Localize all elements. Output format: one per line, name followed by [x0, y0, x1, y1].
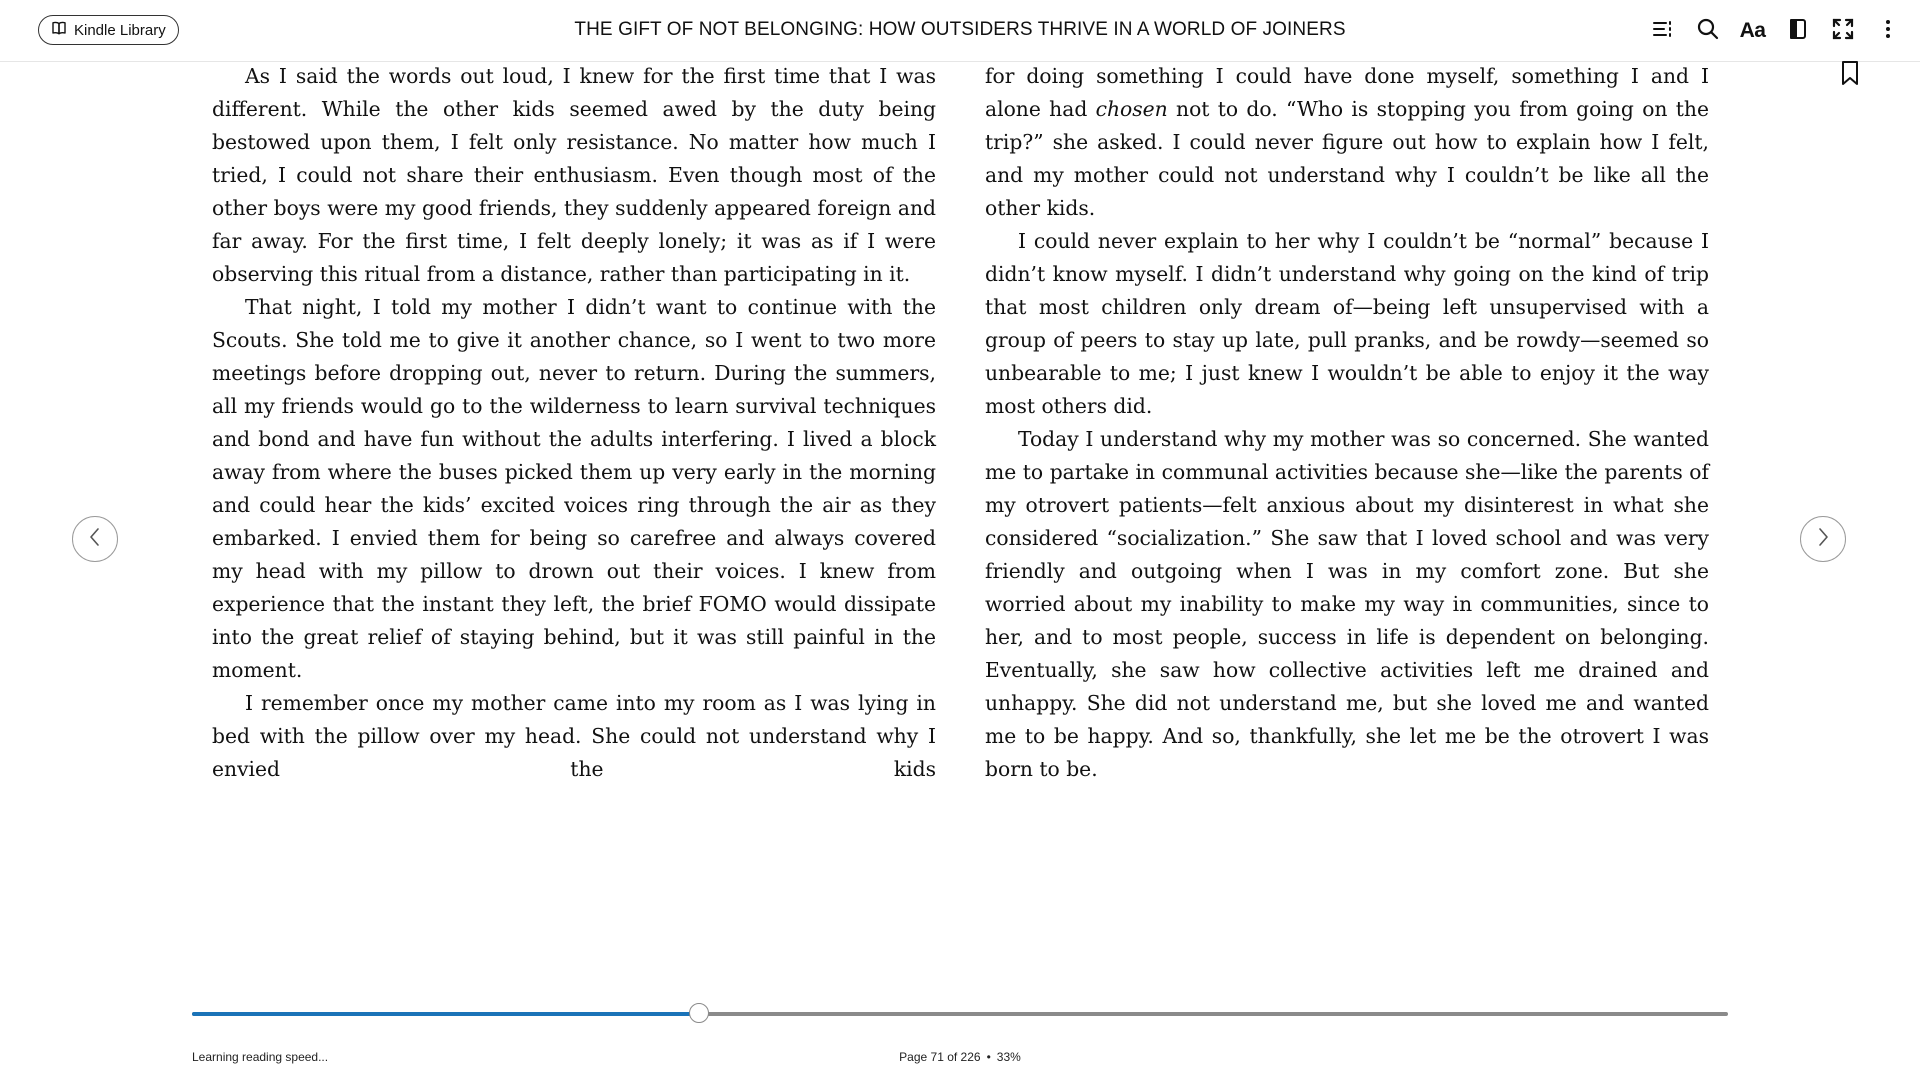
reader-header [0, 0, 1920, 62]
reading-progress-fill [192, 1012, 699, 1016]
reader-toolbar [1640, 14, 1910, 48]
chevron-left-icon [88, 527, 102, 552]
more-options-icon [1876, 17, 1900, 46]
emphasized-word: chosen [1095, 97, 1168, 121]
paragraph: I could never explain to her why I couldn’t be “normal” because I didn’t know myself. I didn’t understand why going on the kind of trip that most children only dream of—being left unsupervised with a group of peers to stay up late, pull pranks, and be rowdy—seemed so unbearable to me; I just knew I wouldn’t be able to enjoy it the way most others did. [985, 229, 1709, 418]
next-page-button[interactable] [1800, 516, 1846, 562]
page-number-label: Page 71 of 226 [899, 1050, 981, 1064]
paragraph: That night, I told my mother I didn’t want to continue with the Scouts. She told me to give it another chance, so I went to two more meetings before dropping out, never to return. During the summers, all my friends would go to the wilderness to learn survival techniques and bond and have fun without the adults interfering. I lived a block away from where the buses picked them up very early in the morning and could hear the kids’ excited voices ring through the air as they embarked. I envied them for being so carefree and always covered my head with my pillow to drown out their voices. I knew from experience that the instant they left, the brief FOMO would dissipate into the great relief of staying behind, but it was still painful in the moment. [212, 295, 936, 682]
chevron-right-icon [1816, 527, 1830, 552]
kindle-library-label: Kindle Library [74, 21, 166, 39]
reading-progress-thumb[interactable] [689, 1003, 709, 1023]
page-layout-button[interactable] [1775, 14, 1820, 48]
right-page-column [985, 60, 1709, 786]
reading-progress-slider[interactable] [192, 1012, 1728, 1016]
fullscreen-button[interactable] [1820, 14, 1865, 48]
table-of-contents-icon [1651, 17, 1675, 46]
more-options-button[interactable] [1865, 14, 1910, 48]
fullscreen-icon [1831, 17, 1855, 46]
previous-page-button[interactable] [72, 516, 118, 562]
paragraph: Today I understand why my mother was so concerned. She wanted me to partake in communal activities because she—like the parents of my otrovert patients—felt anxious about my disinterest in what she considered “socialization.” She saw that I loved school and was very friendly and outgoing when I was in my comfort zone. But she worried about my inability to make my way in communities, since to her, and to most people, success in life is dependent on belonging. Eventually, she saw how collective activities left me drained and unhappy. She did not understand me, but she loved me and wanted me to be happy. And so, thankfully, she let me be the otrovert I was born to be. [985, 427, 1709, 781]
paragraph: As I said the words out loud, I knew for the first time that I was different. While the other kids seemed awed by the duty being bestowed upon them, I felt only resistance. No matter how much I tried, I could not share their enthusiasm. Even though most of the other boys were my good friends, they suddenly appeared foreign and far away. For the first time, I felt deeply lonely; it was as if I were observing this ritual from a distance, rather than participating in it. [212, 64, 936, 286]
table-of-contents-button[interactable] [1640, 14, 1685, 48]
font-settings-icon: Aa [1739, 19, 1766, 42]
continuation-text-before: for doing something I could have done myself, something I and I alone had [985, 64, 1709, 121]
reading-speed-status: Learning reading speed... [192, 1050, 329, 1064]
paragraph: I remember once my mother came into my room as I was lying in bed with the pillow over my head. She could not understand why I envied the kids [212, 691, 936, 781]
bookmark-icon [1841, 60, 1859, 91]
search-button[interactable] [1685, 14, 1730, 48]
separator-dot: • [986, 1050, 991, 1064]
search-icon [1696, 17, 1720, 46]
bookmark-button[interactable] [1837, 60, 1863, 90]
page-location-info [0, 1050, 1920, 1064]
book-title: THE GIFT OF NOT BELONGING: HOW OUTSIDERS THRIVE IN A WORLD OF JOINERS [574, 19, 1346, 40]
font-settings-button[interactable] [1730, 14, 1775, 48]
paragraph-continuation [985, 60, 1709, 225]
percent-read-label: 33% [996, 1050, 1021, 1064]
continuation-text-after: not to do. “Who is stopping you from going on the trip?” she asked. I could never figure out how to explain how I felt, and my mother could not understand why I couldn’t be like all the other kids. [985, 97, 1709, 220]
page-layout-icon [1786, 17, 1810, 46]
left-page-column [212, 60, 936, 786]
